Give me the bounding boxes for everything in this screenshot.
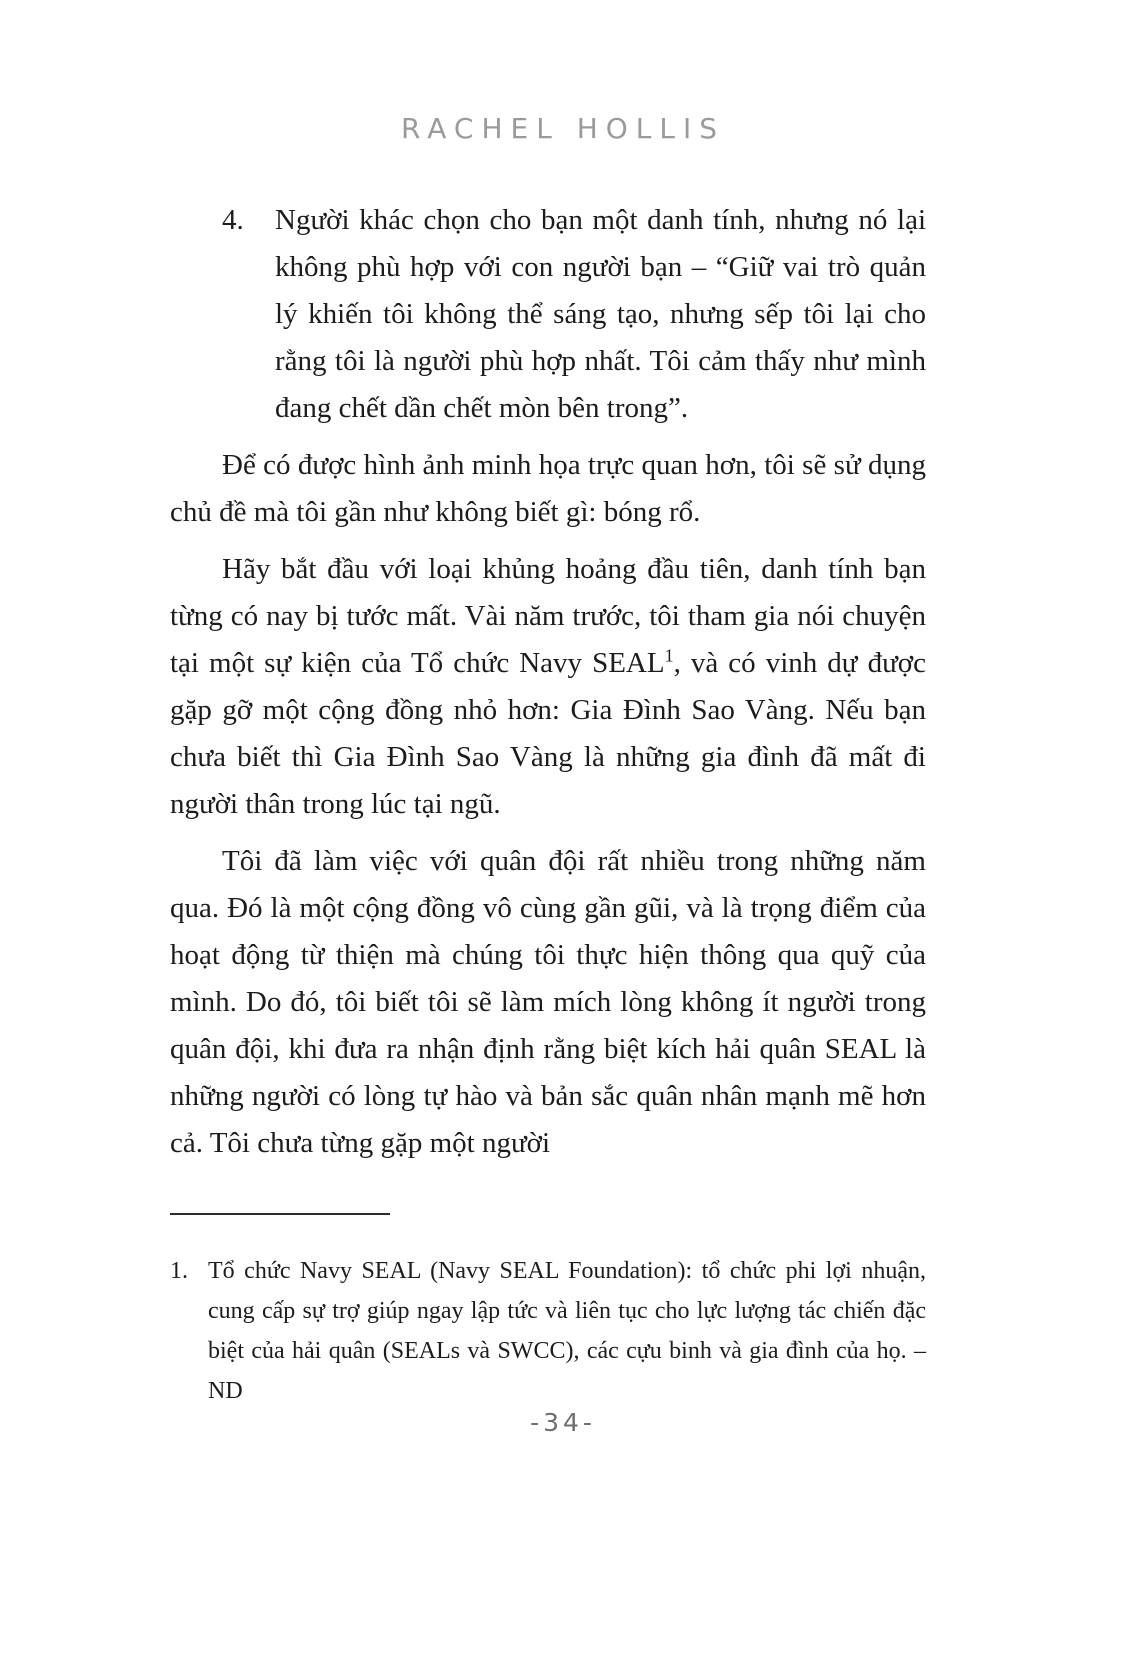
footnote-reference: 1: [664, 645, 674, 666]
footnote-number: 1.: [170, 1258, 188, 1284]
footnote-text: Tổ chức Navy SEAL (Navy SEAL Foundation): tổ chức phi lợi nhuận, cung cấp sự trợ giúp ngay lập tức và liên tục cho lực lượng tác chiến đặc biệt của hải quân (SEALs và SWCC), các cựu binh và gia đình của họ. – ND: [208, 1258, 926, 1404]
paragraph: Để có được hình ảnh minh họa trực quan hơn, tôi sẽ sử dụng chủ đề mà tôi gần như không biết gì: bóng rổ.: [170, 449, 926, 528]
footnote-divider: [170, 1213, 390, 1215]
paragraph-text: Hãy bắt đầu với loại khủng hoảng đầu tiên, danh tính bạn từng có nay bị tước mất. Vài năm trước, tôi tham gia nói chuyện tại một sự kiện của Tổ chức Navy SEAL: [170, 553, 926, 679]
paragraph: [170, 546, 926, 828]
running-header: RACHEL HOLLIS: [400, 112, 726, 145]
footnote: [170, 1251, 926, 1411]
page-number: -34-: [530, 1408, 596, 1437]
numbered-list-item: [222, 197, 926, 432]
list-item-number: 4.: [222, 204, 244, 236]
paragraph: Tôi đã làm việc với quân đội rất nhiều trong những năm qua. Đó là một cộng đồng vô cùng gần gũi, và là trọng điểm của hoạt động từ thiện mà chúng tôi thực hiện thông qua quỹ của mình. Do đó, tôi biết tôi sẽ làm mích lòng không ít người trong quân đội, khi đưa ra nhận định rằng biệt kích hải quân SEAL là những người có lòng tự hào và bản sắc quân nhân mạnh mẽ hơn cả. Tôi chưa từng gặp một người: [170, 845, 926, 1159]
page-content: [170, 197, 926, 1411]
list-item-text: Người khác chọn cho bạn một danh tính, nhưng nó lại không phù hợp với con người bạn – “Giữ vai trò quản lý khiến tôi không thể sáng tạo, nhưng sếp tôi lại cho rằng tôi là người phù hợp nhất. Tôi cảm thấy như mình đang chết dần chết mòn bên trong”.: [275, 204, 926, 424]
paragraph-text: , và có vinh dự được gặp gỡ một cộng đồng nhỏ hơn: Gia Đình Sao Vàng. Nếu bạn chưa biết thì Gia Đình Sao Vàng là những gia đình đã mất đi người thân trong lúc tại ngũ.: [170, 647, 926, 820]
